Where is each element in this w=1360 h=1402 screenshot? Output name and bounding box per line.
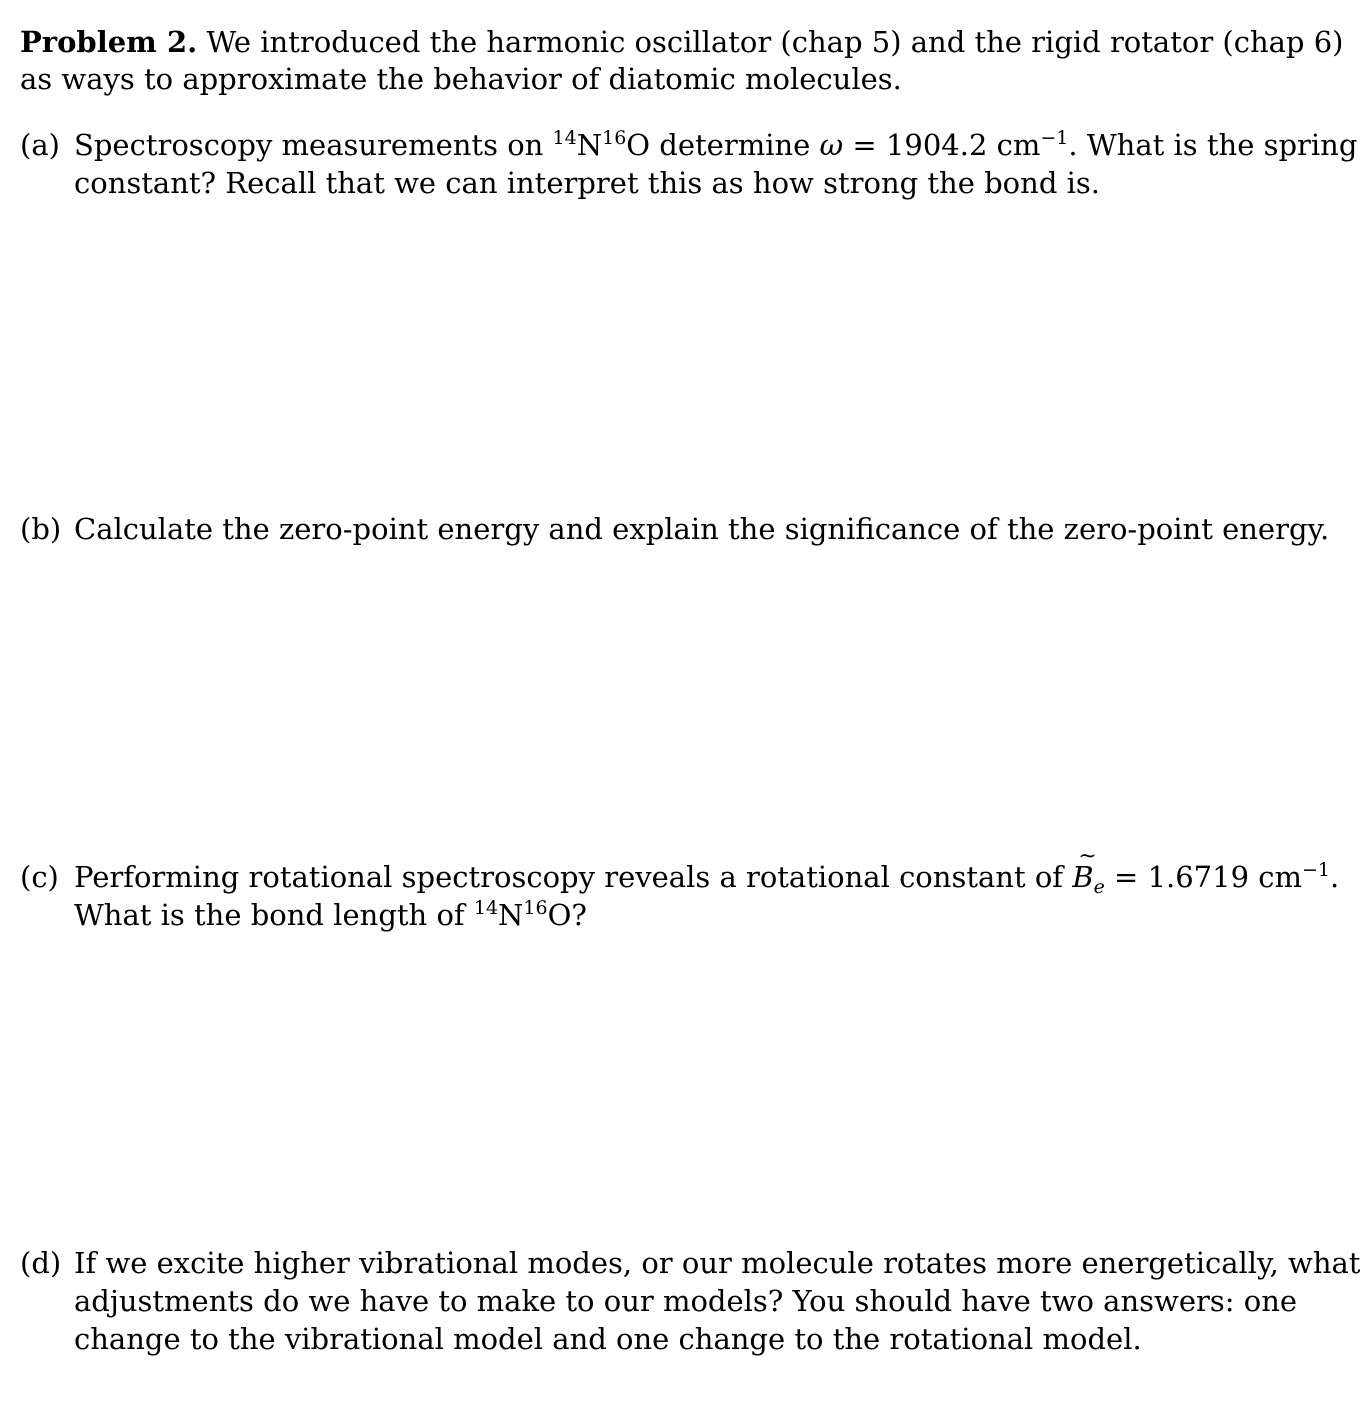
part-a-line-1 bbox=[74, 126, 1358, 164]
part-b-label: (b) bbox=[20, 512, 62, 546]
part-b-line-1: Calculate the zero-point energy and explain the significance of the zero-point energy. bbox=[74, 512, 1330, 546]
part-d-line-2: adjustments do we have to make to our models? You should have two answers: one bbox=[74, 1284, 1298, 1318]
part-c-isotope-o: 16 bbox=[523, 897, 548, 919]
part-a-line-2: constant? Recall that we can interpret this as how strong the bond is. bbox=[74, 166, 1100, 200]
part-d-label: (d) bbox=[20, 1246, 62, 1280]
problem-intro bbox=[20, 24, 1344, 98]
part-a-value: 1904.2 cm bbox=[885, 128, 1041, 162]
problem-heading: Problem 2. bbox=[20, 25, 198, 59]
part-c-period: . bbox=[1330, 860, 1340, 894]
part-a-element-o: O bbox=[626, 128, 651, 162]
part-c-exponent: −1 bbox=[1302, 859, 1331, 881]
part-b-body bbox=[74, 510, 1330, 548]
part-a-equals: = bbox=[852, 128, 877, 162]
part-c-body bbox=[74, 844, 1340, 934]
problem-intro-line-1 bbox=[20, 24, 1344, 61]
part-a-text-1: Spectroscopy measurements on bbox=[74, 128, 544, 162]
part-c bbox=[20, 844, 1340, 934]
part-c-text-2: What is the bond length of bbox=[74, 898, 465, 932]
part-d bbox=[20, 1244, 1360, 1358]
part-a-body bbox=[74, 126, 1358, 202]
b-subscript: e bbox=[1093, 876, 1105, 898]
part-a-isotope-o: 16 bbox=[602, 127, 627, 149]
part-c-value: 1.6719 cm bbox=[1147, 860, 1302, 894]
rotational-constant-symbol bbox=[1072, 844, 1105, 898]
part-c-equals: = bbox=[1114, 860, 1139, 894]
part-a-exponent: −1 bbox=[1040, 127, 1069, 149]
part-a-text-2: determine bbox=[659, 128, 811, 162]
part-c-line-2 bbox=[74, 896, 1248, 934]
part-c-isotope-n: 14 bbox=[473, 897, 499, 919]
part-d-body bbox=[74, 1244, 1360, 1358]
problem-intro-line-2: as ways to approximate the behavior of diatomic molecules. bbox=[20, 62, 902, 96]
part-a-text-3: . What is the spring bbox=[1068, 128, 1358, 162]
part-a-isotope-n: 14 bbox=[552, 127, 577, 149]
part-c-text-1: Performing rotational spectroscopy reveals a rotational constant of bbox=[74, 860, 1064, 894]
part-a-element-n: N bbox=[576, 128, 603, 162]
part-c-question-mark: ? bbox=[571, 898, 587, 932]
part-c-line-1 bbox=[74, 844, 1340, 898]
part-a-label: (a) bbox=[20, 128, 60, 162]
problem-intro-text: We introduced the harmonic oscillator (chap 5) and the rigid rotator (chap 6) bbox=[206, 25, 1344, 59]
part-c-label: (c) bbox=[20, 860, 59, 894]
part-a bbox=[20, 126, 1358, 202]
part-d-line-1: If we excite higher vibrational modes, or our molecule rotates more energetically, what bbox=[74, 1246, 1360, 1280]
omega-symbol: ω bbox=[819, 128, 844, 162]
b-symbol: B bbox=[1072, 860, 1094, 894]
part-d-line-3: change to the vibrational model and one change to the rotational model. bbox=[74, 1322, 1142, 1356]
part-c-element-o: O bbox=[547, 898, 572, 932]
tilde-accent: ~ bbox=[1078, 844, 1097, 869]
part-c-element-n: N bbox=[498, 898, 524, 932]
part-b bbox=[20, 510, 1330, 548]
